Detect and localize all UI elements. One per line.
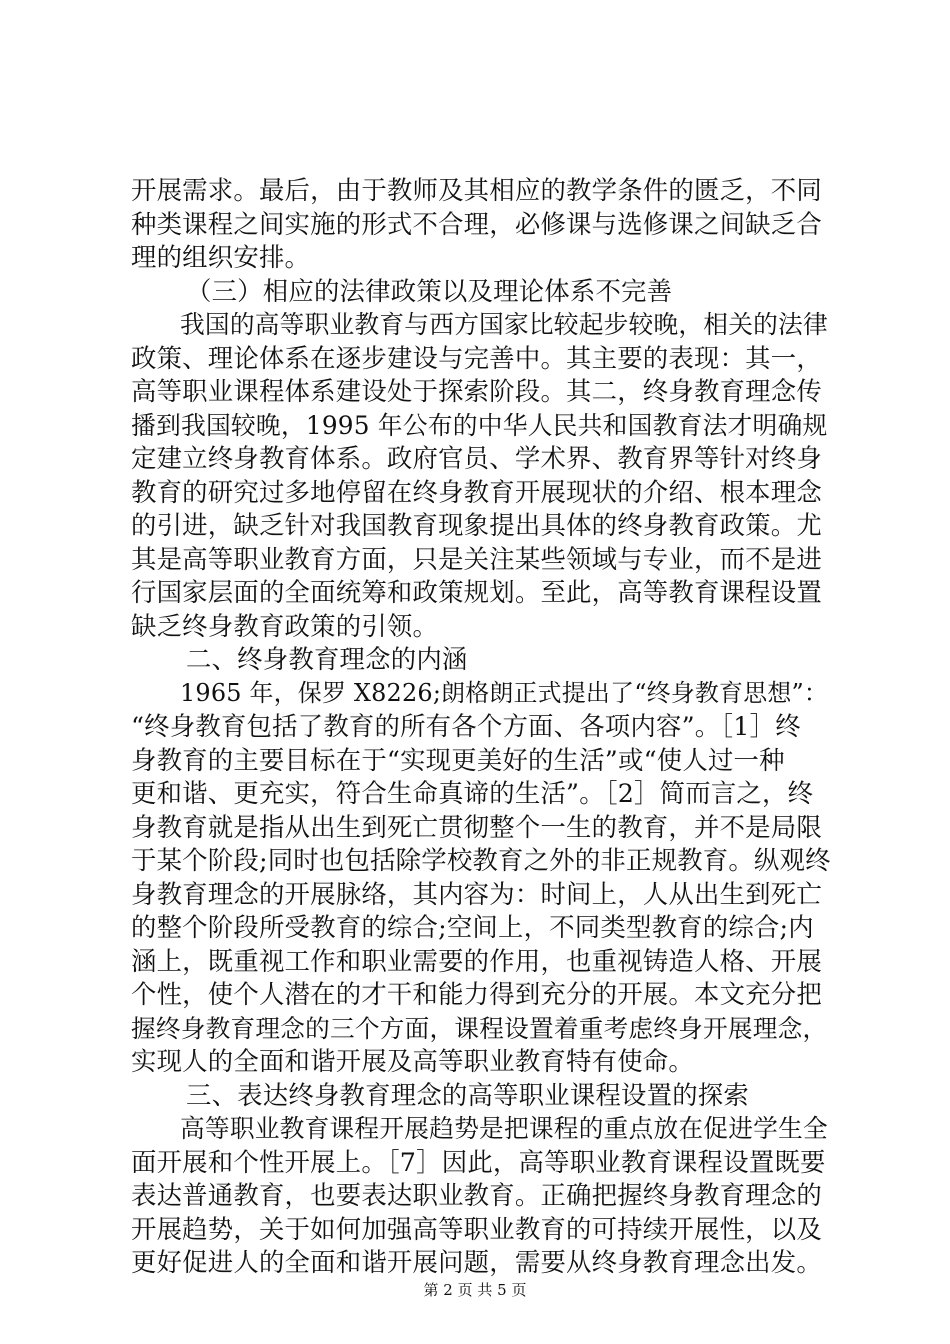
- section-heading: 三、表达终身教育理念的高等职业课程设置的探索: [186, 1079, 749, 1110]
- paragraph-line: 我国的高等职业教育与西方国家比较起步较晚，相关的法律: [180, 310, 828, 339]
- paragraph-line: 种类课程之间实施的形式不合理，必修课与选修课之间缺乏合: [131, 208, 822, 239]
- page-number-label: 第 2 页 共 5 页: [423, 1281, 527, 1299]
- paragraph-line: 个性，使个人潜在的才干和能力得到充分的开展。本文充分把: [131, 979, 822, 1009]
- paragraph-line: 身教育的主要目标在于“实现更美好的生活”或“使人过一种: [131, 744, 785, 775]
- paragraph-line: 政策、理论体系在逐步建设与完善中。其主要的表现：其一，: [131, 342, 822, 373]
- paragraph-line: 教育的研究过多地停留在终身教育开展现状的介绍、根本理念: [131, 476, 822, 507]
- paragraph-line: “终身教育包括了教育的所有各个方面、各项内容”。［1］终: [131, 711, 801, 741]
- paragraph-line: 播到我国较晚，1995 年公布的中华人民共和国教育法才明确规: [131, 410, 828, 440]
- paragraph-line: 握终身教育理念的三个方面，课程设置着重考虑终身开展理念，: [131, 1013, 828, 1043]
- paragraph-line: 其是高等职业教育方面，只是关注某些领域与专业，而不是进: [131, 543, 822, 574]
- paragraph-line: 1965 年，保罗 X8226;朗格朗正式提出了“终身教育思想”：: [180, 678, 829, 707]
- paragraph-line: 的引进，缺乏针对我国教育现象提出具体的终身教育政策。尤: [131, 510, 822, 540]
- paragraph-line: 高等职业课程体系建设处于探索阶段。其二，终身教育理念传: [131, 376, 822, 406]
- paragraph-line: 表达普通教育，也要表达职业教育。正确把握终身教育理念的: [131, 1180, 822, 1210]
- paragraph-line: 定建立终身教育体系。政府官员、学术界、教育界等针对终身: [131, 443, 822, 473]
- paragraph-line: 开展趋势，关于如何加强高等职业教育的可持续开展性，以及: [131, 1213, 822, 1244]
- paragraph-line: 实现人的全面和谐开展及高等职业教育特有使命。: [131, 1046, 694, 1076]
- section-heading: （三）相应的法律政策以及理论体系不完善: [186, 275, 673, 306]
- section-heading: 二、终身教育理念的内涵: [186, 644, 468, 674]
- paragraph-line: 面开展和个性开展上。［7］因此，高等职业教育课程设置既要: [131, 1146, 826, 1177]
- paragraph-line: 行国家层面的全面统筹和政策规划。至此，高等教育课程设置: [131, 577, 822, 607]
- paragraph-line: 涵上，既重视工作和职业需要的作用，也重视铸造人格、开展: [131, 945, 822, 976]
- paragraph-line: 身教育理念的开展脉络，其内容为：时间上，人从出生到死亡: [131, 878, 822, 909]
- paragraph-line: 理的组织安排。: [131, 242, 311, 272]
- paragraph-line: 开展需求。最后，由于教师及其相应的教学条件的匮乏，不同: [131, 175, 822, 205]
- page-footer: [0, 1280, 950, 1300]
- document-body: [131, 174, 831, 1280]
- paragraph-line: 更和谐、更充实，符合生命真谛的生活”。［2］简而言之，终: [131, 778, 814, 808]
- paragraph-line: 更好促进人的全面和谐开展问题，需要从终身教育理念出发。: [131, 1247, 822, 1277]
- paragraph-line: 缺乏终身教育政策的引领。: [131, 610, 439, 641]
- paragraph-line: 身教育就是指从出生到死亡贯彻整个一生的教育，并不是局限: [131, 811, 822, 842]
- paragraph-line: 的整个阶段所受教育的综合;空间上，不同类型教育的综合;内: [131, 912, 814, 942]
- paragraph-line: 高等职业教育课程开展趋势是把课程的重点放在促进学生全: [180, 1114, 828, 1143]
- paragraph-line: 于某个阶段;同时也包括除学校教育之外的非正规教育。纵观终: [131, 845, 831, 875]
